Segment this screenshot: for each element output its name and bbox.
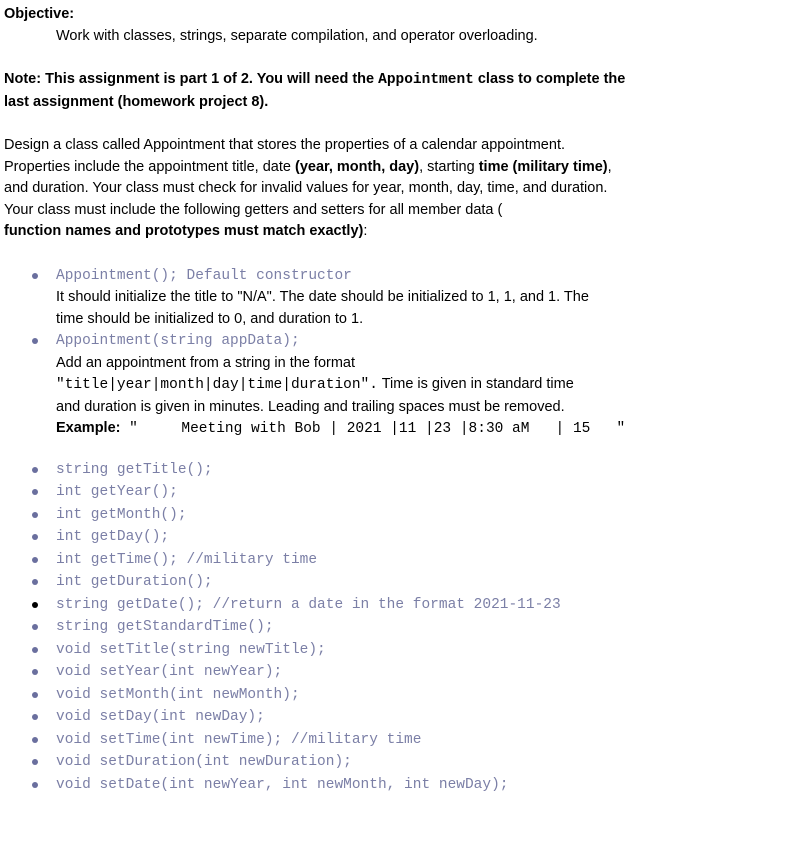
method-signature: void setMonth(int newMonth);: [56, 686, 300, 703]
constructor-format-line: [4, 374, 789, 397]
method-item: [4, 526, 789, 549]
objective-text: Work with classes, strings, separate compilation, and operator overloading.: [56, 27, 538, 44]
method-signature: string getTitle();: [56, 461, 213, 478]
method-signature: int getDay();: [56, 529, 170, 545]
bullet-icon: [32, 714, 38, 720]
example-line: [4, 418, 789, 441]
document-body: [4, 4, 789, 796]
method-item: [4, 481, 789, 504]
method-signature: void setDate(int newYear, int newMonth, int newDay);: [56, 776, 509, 793]
format-tail: Time is given in standard time: [377, 376, 574, 392]
design-line-4: Your class must include the following getters and setters for all member data (: [4, 201, 503, 218]
bullet-icon: [32, 759, 38, 765]
method-signature: void setTitle(string newTitle);: [56, 641, 326, 658]
bullet-icon: [32, 669, 38, 675]
method-item: [4, 459, 789, 482]
method-item: [4, 729, 789, 752]
method-signature: void setDuration(int newDuration);: [56, 754, 352, 770]
objective-heading: Objective:: [4, 6, 75, 22]
example-label: Example:: [56, 420, 121, 436]
method-signature: void setYear(int newYear);: [56, 664, 283, 680]
note-line-2: last assignment (homework project 8).: [4, 93, 269, 110]
note-text-b: class to complete the: [473, 71, 626, 87]
method-signature: void setTime(int newTime); //military time: [56, 731, 422, 748]
bullet-icon: [32, 273, 38, 279]
method-item: [4, 594, 789, 617]
example-value: " Meeting with Bob | 2021 |11 |23 |8:30 aM | 15 ": [120, 421, 626, 437]
constructor-item-default: [4, 265, 789, 288]
bullet-icon: [32, 647, 38, 653]
method-signature: string getStandardTime();: [56, 619, 274, 635]
bullet-icon: [32, 624, 38, 630]
bullet-icon: [32, 489, 38, 495]
bullet-icon: [32, 557, 38, 563]
constructor-list-2: [4, 330, 789, 353]
method-signature: int getDuration();: [56, 574, 213, 590]
bullet-icon: [32, 467, 38, 473]
constructor-desc-1: It should initialize the title to "N/A". The date should be initialized to 1, 1, and 1. The: [56, 289, 589, 305]
method-item: [4, 774, 789, 797]
design-line-1: Design a class called Appointment that stores the properties of a calendar appointment.: [4, 137, 565, 153]
method-item: [4, 616, 789, 639]
method-item: [4, 639, 789, 662]
design-line-3: and duration. Your class must check for invalid values for year, month, day, time, and duration.: [4, 180, 608, 196]
design-line-2: Properties include the appointment title, date (year, month, day), starting time (military time),: [4, 158, 612, 175]
constructor-desc-3: Add an appointment from a string in the format: [56, 354, 356, 371]
method-list: [4, 459, 789, 797]
bullet-icon: [32, 692, 38, 698]
constructor-desc-2: time should be initialized to 0, and duration to 1.: [56, 310, 364, 327]
bullet-icon: [32, 338, 38, 344]
method-signature: void setDay(int newDay);: [56, 709, 265, 725]
method-item: [4, 751, 789, 774]
constructor-desc-4: and duration is given in minutes. Leading and trailing spaces must be removed.: [56, 398, 565, 415]
constructor-code: Appointment(); Default constructor: [56, 267, 352, 284]
method-item: [4, 684, 789, 707]
constructor-item-string: [4, 330, 789, 353]
bullet-icon: [32, 782, 38, 788]
constructor-code: Appointment(string appData);: [56, 333, 300, 349]
bullet-icon: [32, 534, 38, 540]
method-signature: int getYear();: [56, 484, 178, 500]
method-item: [4, 571, 789, 594]
bullet-icon: [32, 512, 38, 518]
method-item: [4, 661, 789, 684]
note-text-a: Note: This assignment is part 1 of 2. You will need the: [4, 71, 379, 87]
method-item: [4, 504, 789, 527]
note-line-1: [4, 69, 789, 92]
bullet-icon: [32, 579, 38, 585]
constructor-list: [4, 265, 789, 288]
method-item: [4, 549, 789, 572]
bullet-icon: [32, 602, 38, 608]
method-signature: int getMonth();: [56, 506, 187, 523]
format-code: "title|year|month|day|time|duration".: [56, 377, 378, 393]
design-line-5: function names and prototypes must match exactly):: [4, 223, 368, 239]
bullet-icon: [32, 737, 38, 743]
method-signature: string getDate(); //return a date in the format 2021-11-23: [56, 596, 561, 613]
method-item: [4, 706, 789, 729]
method-signature: int getTime(); //military time: [56, 551, 318, 568]
note-class-name: Appointment: [378, 72, 474, 88]
